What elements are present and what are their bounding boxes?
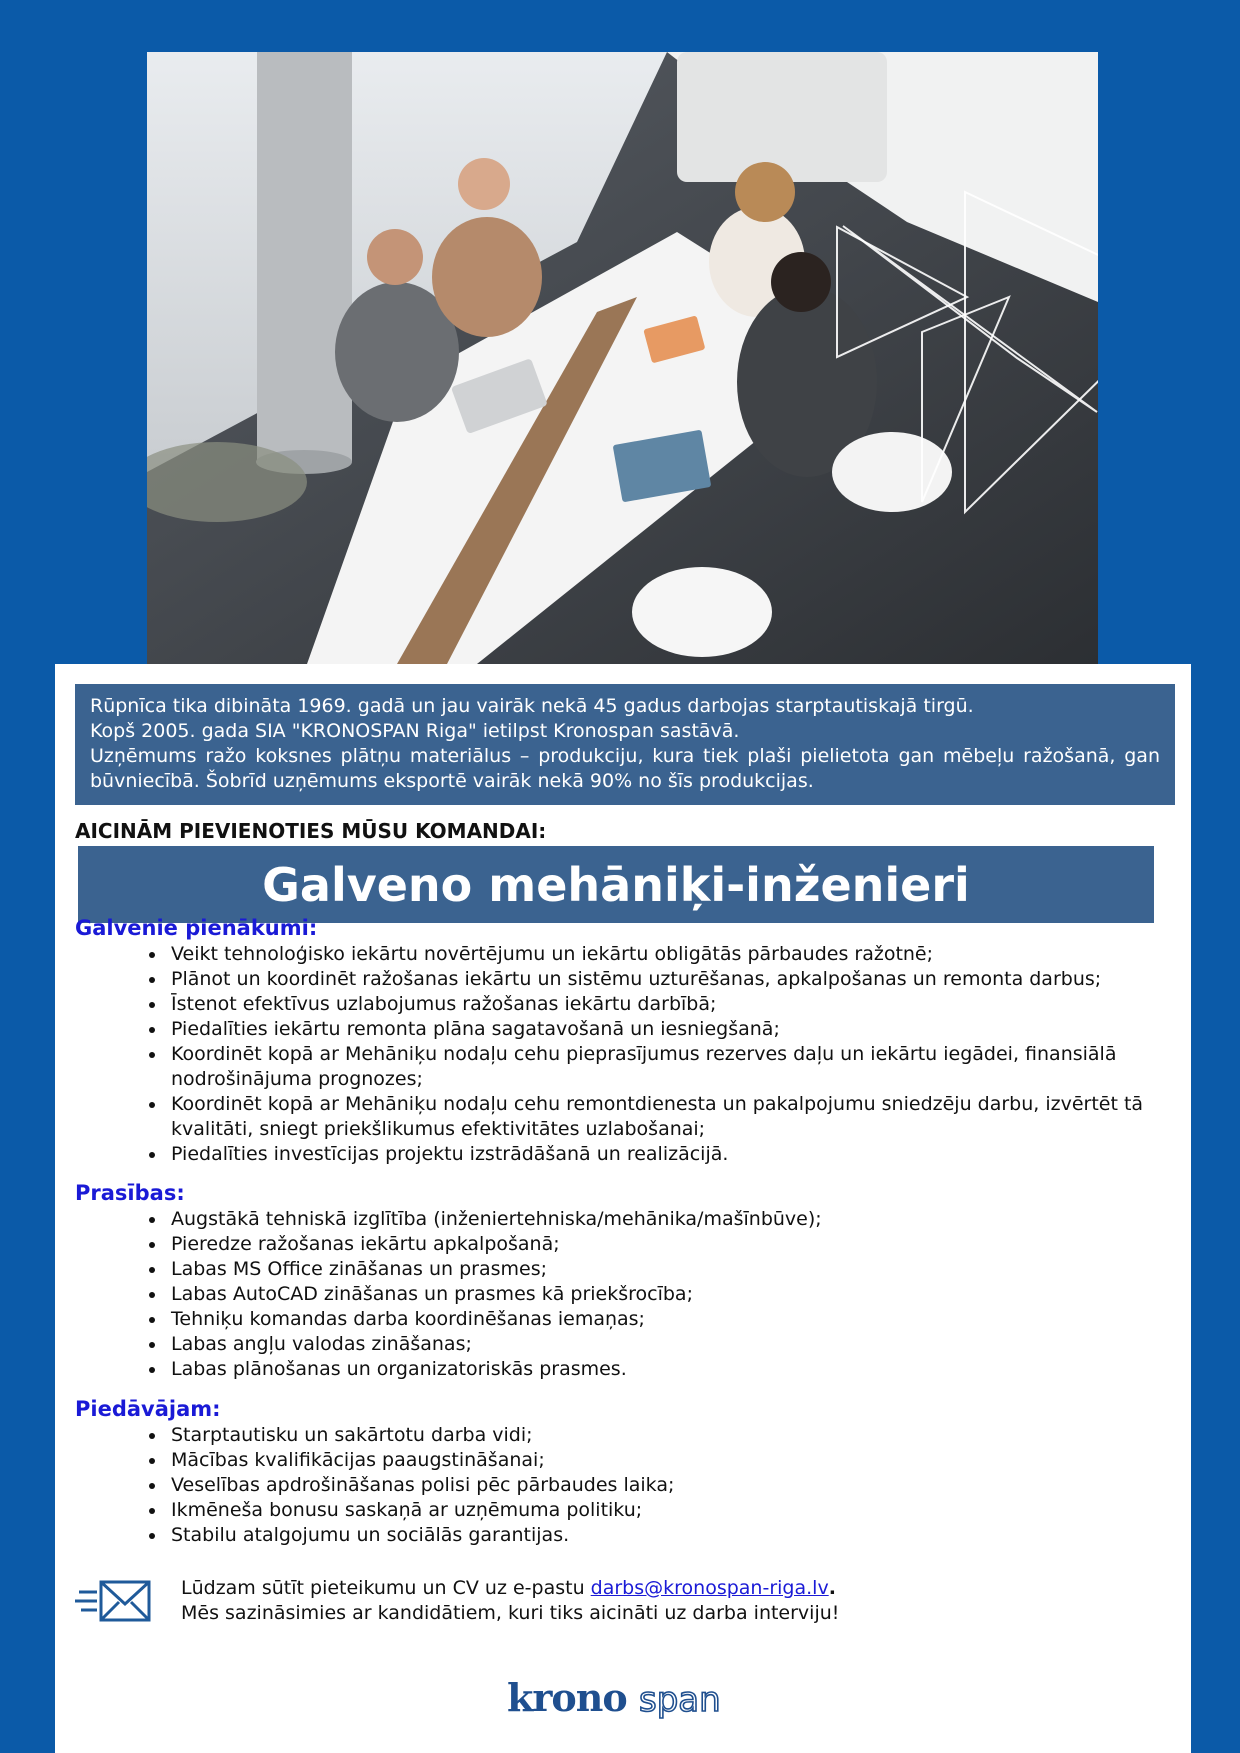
requirements-list (150, 1207, 1167, 1382)
kronospan-logo (507, 1676, 741, 1722)
svg-text:span: span (639, 1680, 721, 1720)
email-link[interactable]: darbs@kronospan-riga.lv (590, 1577, 829, 1599)
list-item: • Labas angļu valodas zināšanas; (167, 1332, 1167, 1357)
intro-line: Rūpnīca tika dibināta 1969. gadā un jau vairāk nekā 45 gadus darbojas starptautiskajā tirgū. (90, 695, 974, 717)
list-item: • Augstākā tehniskā izglītība (inženiertehniska/mehānika/mašīnbūve); (167, 1207, 1167, 1232)
contact-suffix: . (828, 1577, 836, 1599)
offer-title: Piedāvājam: (75, 1397, 221, 1421)
list-item: • Īstenot efektīvus uzlabojumus ražošanas iekārtu darbībā; (167, 992, 1167, 1017)
duties-list (150, 942, 1167, 1167)
intro-line: Uzņēmums ražo koksnes plātņu materiālus – produkciju, kura tiek plaši pielietota gan mēbeļu ražošanā, gan būvniecībā. Šobrīd uzņēmums eksportē vairāk nekā 90% no šīs produkcijas. (90, 745, 1160, 792)
envelope-icon (75, 1580, 151, 1622)
list-item: • Labas MS Office zināšanas un prasmes; (167, 1257, 1167, 1282)
list-item: • Veselības apdrošināšanas polisi pēc pārbaudes laika; (167, 1473, 1167, 1498)
hero-photo (147, 52, 1098, 664)
contact-line-1 (181, 1576, 839, 1601)
list-item: • Labas plānošanas un organizatoriskās prasmes. (167, 1357, 1167, 1382)
list-item: • Labas AutoCAD zināšanas un prasmes kā priekšrocība; (167, 1282, 1167, 1307)
invite-heading: AICINĀM PIEVIENOTIES MŪSU KOMANDAI: (75, 819, 547, 843)
list-item: • Plānot un koordinēt ražošanas iekārtu un sistēmu uzturēšanas, apkalpošanas un remonta darbus; (167, 967, 1167, 992)
list-item: • Piedalīties investīcijas projektu izstrādāšanā un realizācijā. (167, 1142, 1167, 1167)
list-item: • Koordinēt kopā ar Mehāniķu nodaļu cehu pieprasījumus rezerves daļu un iekārtu iegādei, finansiālā nodrošinājuma prognozes; (167, 1042, 1167, 1092)
job-title: Galveno mehāniķi-inženieri (78, 846, 1154, 923)
contact-text (181, 1576, 839, 1626)
offer-list (150, 1423, 1167, 1548)
list-item: • Koordinēt kopā ar Mehāniķu nodaļu cehu remontdienesta un pakalpojumu sniedzēju darbu, izvērtēt tā kvalitāti, sniegt priekšlikumus efektivitātes uzlabošanai; (167, 1092, 1167, 1142)
company-intro (75, 684, 1175, 805)
requirements-title: Prasības: (75, 1181, 185, 1205)
list-item: • Stabilu atalgojumu un sociālās garantijas. (167, 1523, 1167, 1548)
list-item: • Piedalīties iekārtu remonta plāna sagatavošanā un iesniegšanā; (167, 1017, 1167, 1042)
list-item: • Tehniķu komandas darba koordinēšanas iemaņas; (167, 1307, 1167, 1332)
content-sheet (55, 664, 1191, 1753)
intro-line: Kopš 2005. gada SIA "KRONOSPAN Riga" ietilpst Kronospan sastāvā. (90, 720, 740, 742)
list-item: • Starptautisku un sakārtotu darba vidi; (167, 1423, 1167, 1448)
contact-line-2: Mēs sazināsimies ar kandidātiem, kuri tiks aicināti uz darba interviju! (181, 1602, 840, 1624)
list-item: • Veikt tehnoloģisko iekārtu novērtējumu un iekārtu obligātās pārbaudes ražotnē; (167, 942, 1167, 967)
contact-section (75, 1576, 1155, 1636)
list-item: • Pieredze ražošanas iekārtu apkalpošanā; (167, 1232, 1167, 1257)
contact-prefix: Lūdzam sūtīt pieteikumu un CV uz e-pastu (181, 1577, 591, 1599)
list-item: • Ikmēneša bonusu saskaņā ar uzņēmuma politiku; (167, 1498, 1167, 1523)
duties-title: Galvenie pienākumi: (75, 916, 318, 940)
list-item: • Mācības kvalifikācijas paaugstināšanai; (167, 1448, 1167, 1473)
office-meeting-photo (147, 52, 1098, 664)
svg-text:krono: krono (507, 1676, 627, 1720)
